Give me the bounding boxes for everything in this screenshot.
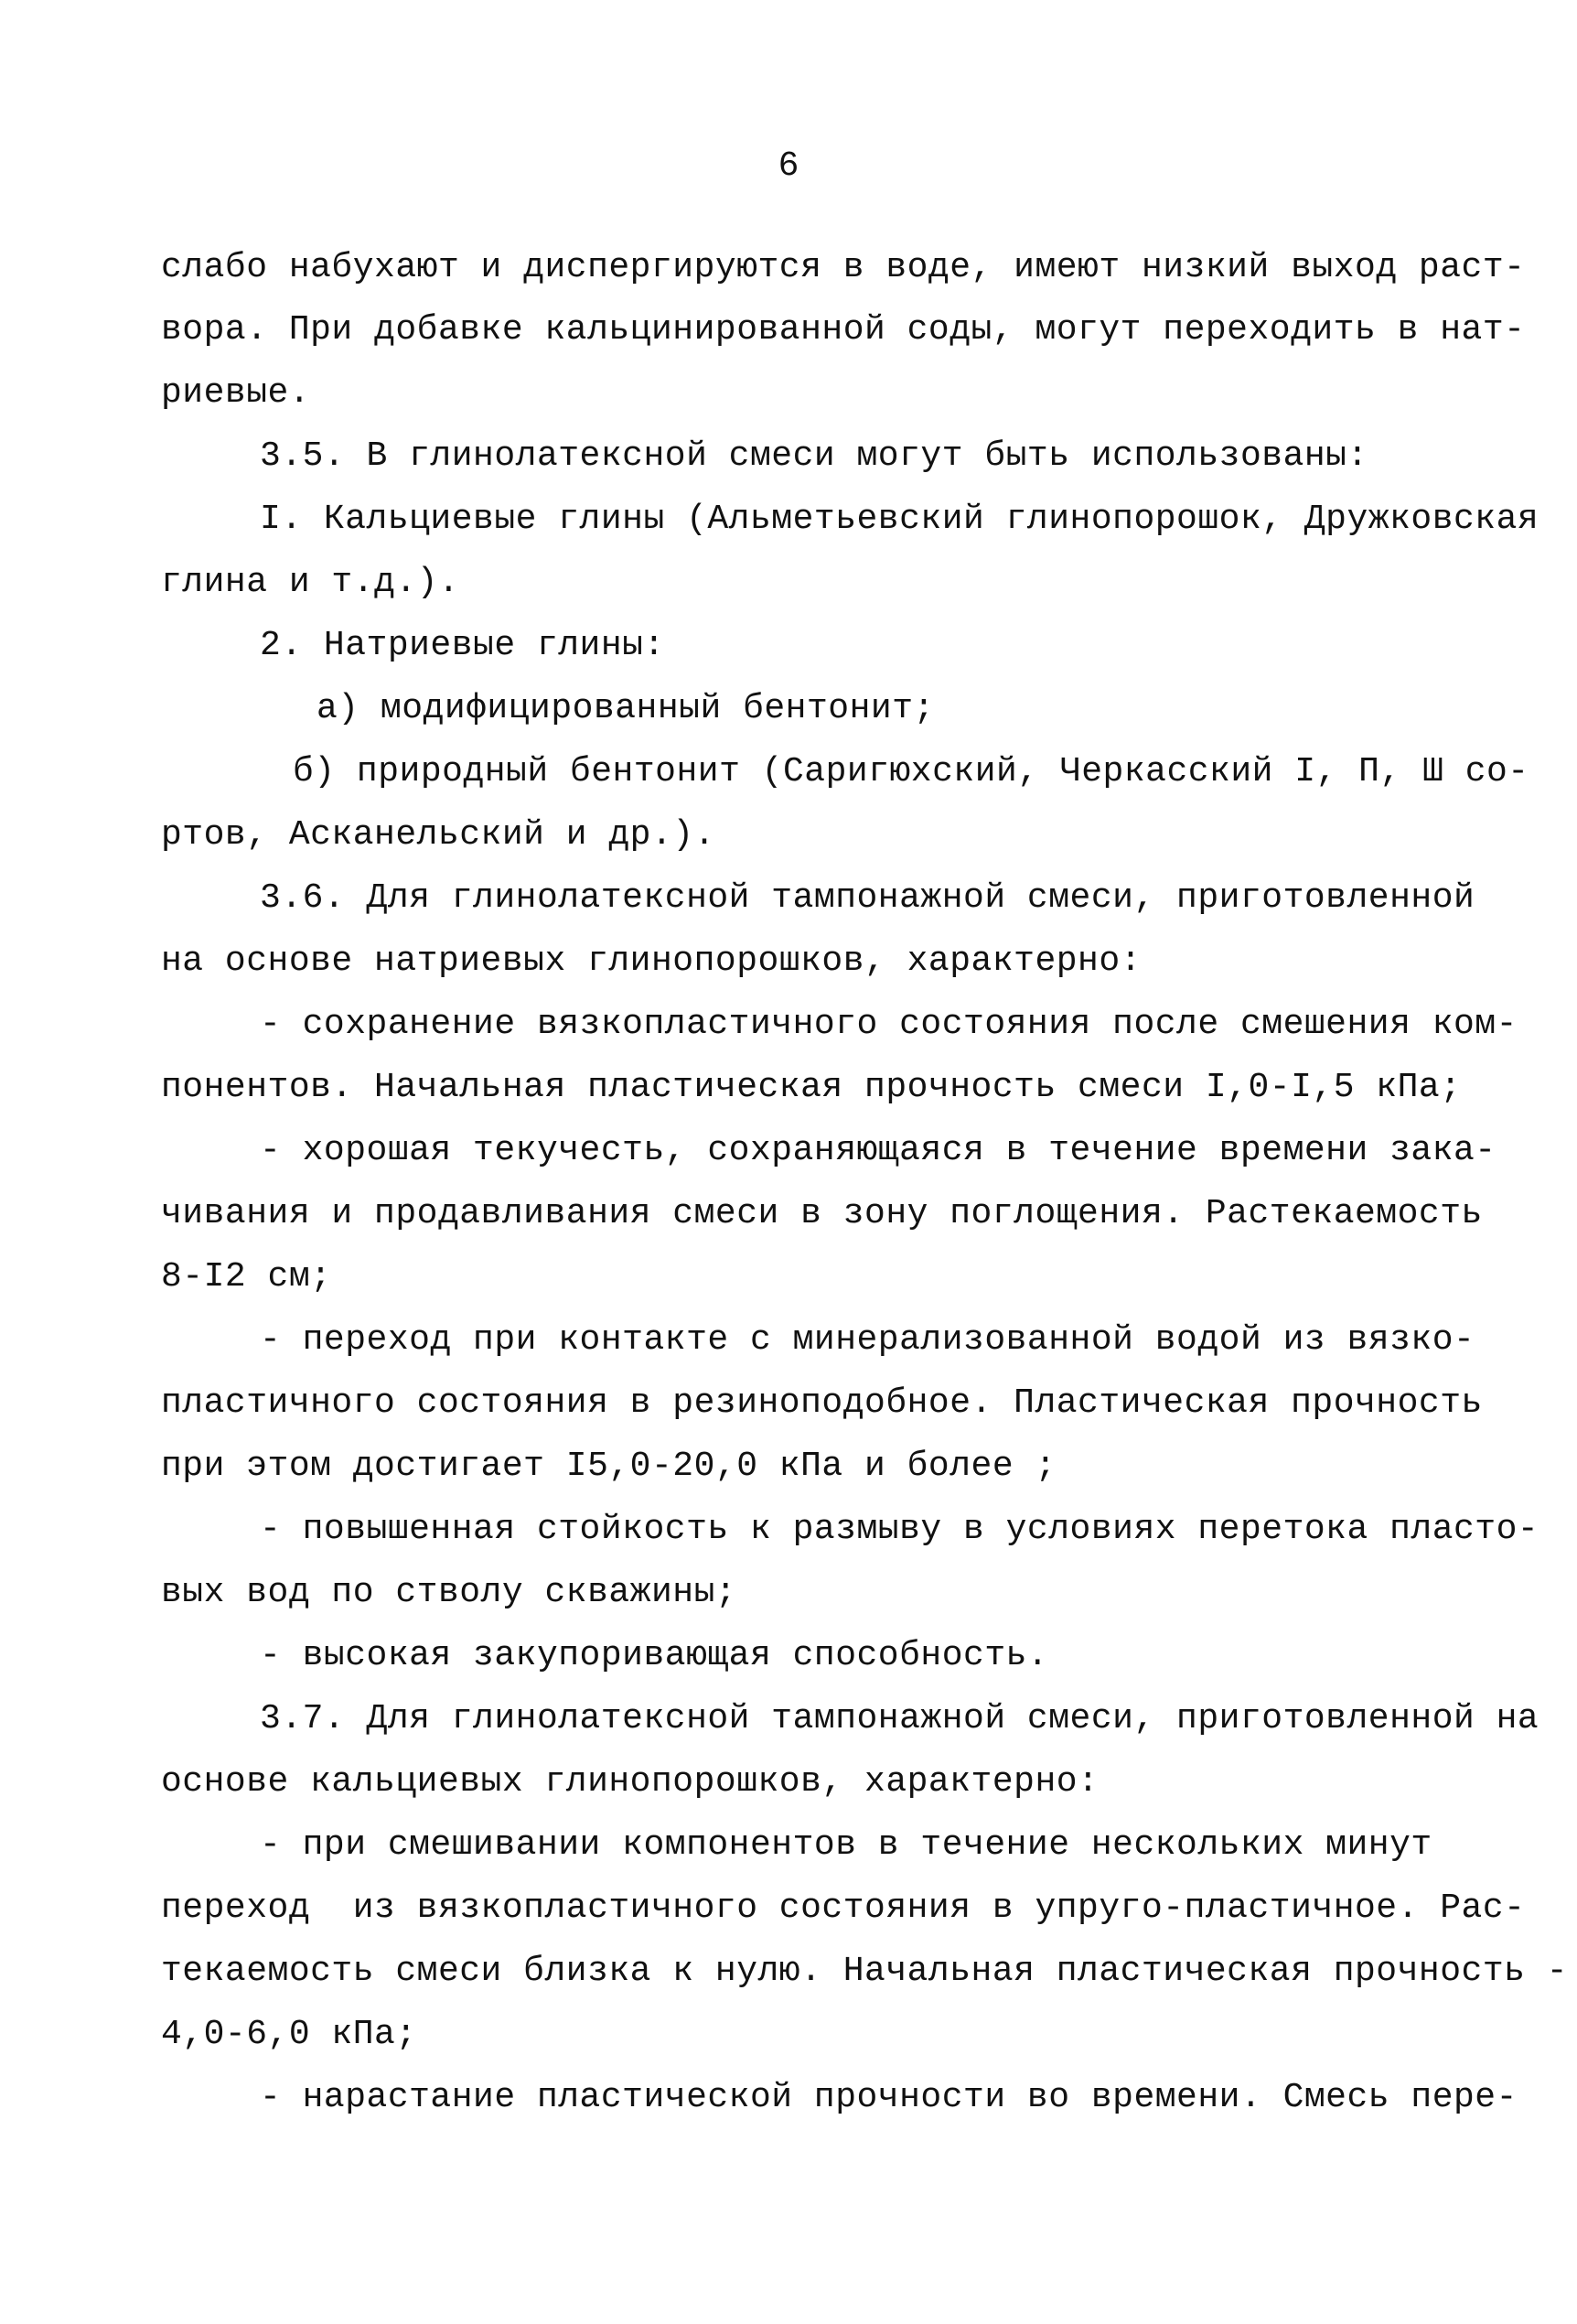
text-line: переход из вязкопластичного состояния в упруго-пластичное. Рас- — [161, 1888, 1526, 1928]
text-line: на основе натриевых глинопорошков, характерно: — [161, 941, 1142, 981]
text-line: чивания и продавливания смеси в зону поглощения. Растекаемость — [161, 1194, 1483, 1233]
bullet-item: - переход при контакте с минерализованной водой из вязко- — [260, 1320, 1475, 1360]
bullet-item: - повышенная стойкость к размыву в условиях перетока пласто- — [260, 1510, 1539, 1549]
text-line: слабо набухают и диспергируются в воде, имеют низкий выход раст- — [161, 248, 1526, 287]
section-heading: 3.6. Для глинолатексной тампонажной смеси, приготовленной — [260, 878, 1475, 918]
text-line: 8-I2 см; — [161, 1257, 332, 1296]
text-line: глина и т.д.). — [161, 563, 460, 602]
text-line: понентов. Начальная пластическая прочность смеси I,0-I,5 кПа; — [161, 1068, 1462, 1107]
bullet-item: - нарастание пластической прочности во времени. Смесь пере- — [260, 2078, 1518, 2117]
text-line: при этом достигает I5,0-20,0 кПа и более ; — [161, 1447, 1057, 1486]
page-number: 6 — [778, 146, 799, 186]
text-line: риевые. — [161, 373, 311, 413]
bullet-item: - хорошая текучесть, сохраняющаяся в течение времени зака- — [260, 1131, 1497, 1170]
text-line: вых вод по стволу скважины; — [161, 1573, 737, 1612]
list-subitem: а) модифицированный бентонит; — [316, 689, 935, 728]
section-heading: 3.5. В глинолатексной смеси могут быть использованы: — [260, 436, 1368, 476]
section-heading: 3.7. Для глинолатексной тампонажной смеси, приготовленной на — [260, 1699, 1539, 1738]
bullet-item: - при смешивании компонентов в течение нескольких минут — [260, 1825, 1432, 1865]
list-item: 2. Натриевые глины: — [260, 626, 665, 665]
list-subitem: б) природный бентонит (Саригюхский, Черкасский I, П, Ш со- — [293, 752, 1529, 791]
bullet-item: - высокая закупоривающая способность. — [260, 1636, 1049, 1675]
text-line: 4,0-6,0 кПа; — [161, 2015, 417, 2054]
list-item: I. Кальциевые глины (Альметьевский глинопорошок, Дружковская — [260, 500, 1539, 539]
bullet-item: - сохранение вязкопластичного состояния после смешения ком- — [260, 1005, 1518, 1044]
text-line: текаемость смеси близка к нулю. Начальная пластическая прочность - — [161, 1952, 1569, 1991]
text-line: основе кальциевых глинопорошков, характерно: — [161, 1762, 1100, 1802]
text-line: пластичного состояния в резиноподобное. Пластическая прочность — [161, 1383, 1483, 1423]
text-line: ртов, Асканельский и др.). — [161, 815, 715, 855]
text-line: вора. При добавке кальцинированной соды, могут переходить в нат- — [161, 310, 1526, 350]
